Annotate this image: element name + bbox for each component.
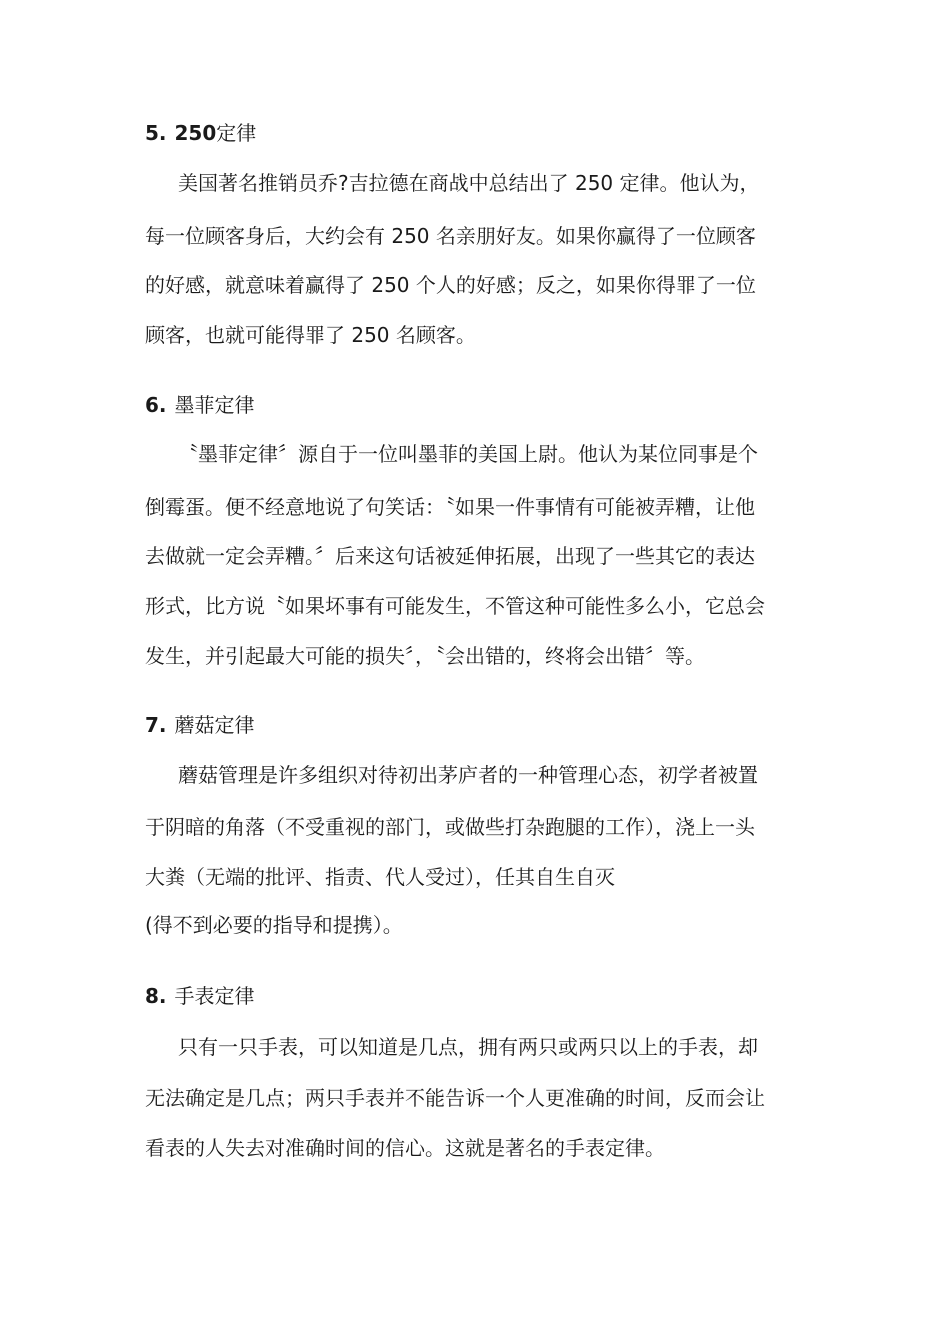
paragraph-line: 顾客，也就可能得罪了 250 名顾客。 bbox=[145, 323, 476, 347]
heading-murphy-law bbox=[145, 392, 255, 418]
heading-number: 6. bbox=[145, 393, 167, 417]
paragraph-line: 美国著名推销员乔?吉拉德在商战中总结出了 250 定律。他认为， bbox=[178, 171, 760, 195]
heading-bold-number: 250 bbox=[174, 121, 217, 145]
paragraph-line: 只有一只手表，可以知道是几点，拥有两只或两只以上的手表，却 bbox=[178, 1035, 758, 1059]
paragraph-line: 倒霉蛋。便不经意地说了句笑话：〝如果一件事情有可能被弄糟，让他 bbox=[145, 495, 755, 519]
paragraph-line: 每一位顾客身后，大约会有 250 名亲朋好友。如果你赢得了一位顾客 bbox=[145, 224, 756, 248]
paragraph-line: 的好感，就意味着赢得了 250 个人的好感；反之，如果你得罪了一位 bbox=[145, 273, 756, 297]
heading-number: 5. bbox=[145, 121, 167, 145]
paragraph-line: 形式，比方说〝如果坏事有可能发生，不管这种可能性多么小，它总会 bbox=[145, 594, 765, 618]
heading-watch-law bbox=[145, 983, 255, 1009]
heading-title: 蘑菇定律 bbox=[174, 713, 255, 737]
heading-mushroom-law bbox=[145, 712, 255, 738]
paragraph-line: 大粪（无端的批评、指责、代人受过），任其自生自灭 bbox=[145, 865, 615, 889]
paragraph-line: 看表的人失去对准确时间的信心。这就是著名的手表定律。 bbox=[145, 1136, 665, 1160]
heading-number: 8. bbox=[145, 984, 167, 1008]
paragraph-line: 发生，并引起最大可能的损失〞，〝会出错的，终将会出错〞等。 bbox=[145, 644, 705, 668]
paragraph-line: 于阴暗的角落（不受重视的部门，或做些打杂跑腿的工作），浇上一头 bbox=[145, 815, 755, 839]
paragraph-line: (得不到必要的指导和提携）。 bbox=[145, 913, 403, 937]
paragraph-line: 去做就一定会弄糟。〞后来这句话被延伸拓展，出现了一些其它的表达 bbox=[145, 544, 755, 568]
heading-title: 手表定律 bbox=[174, 984, 255, 1008]
paragraph-line: 〝墨菲定律〞源自于一位叫墨菲的美国上尉。他认为某位同事是个 bbox=[178, 442, 758, 466]
heading-250-law bbox=[145, 120, 256, 146]
heading-title: 墨菲定律 bbox=[174, 393, 255, 417]
heading-title: 定律 bbox=[216, 121, 257, 145]
heading-number: 7. bbox=[145, 713, 167, 737]
paragraph-line: 无法确定是几点；两只手表并不能告诉一个人更准确的时间，反而会让 bbox=[145, 1086, 765, 1110]
paragraph-line: 蘑菇管理是许多组织对待初出茅庐者的一种管理心态，初学者被置 bbox=[178, 763, 758, 787]
